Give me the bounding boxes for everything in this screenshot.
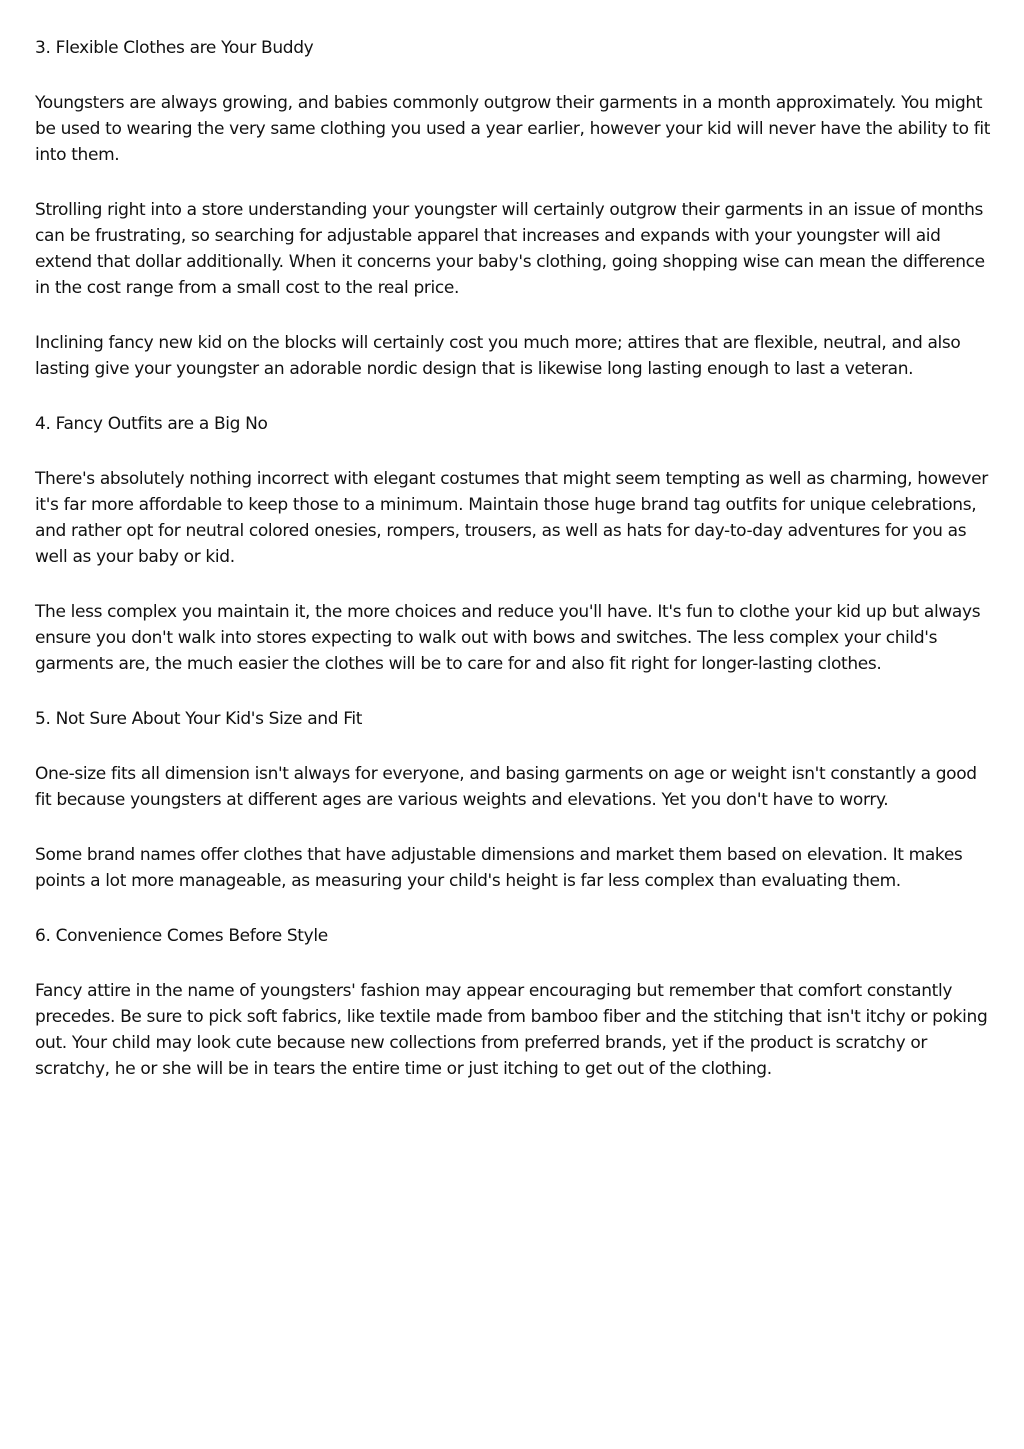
paragraph: One-size fits all dimension isn't always for everyone, and basing garments on age or weight isn't constantly a good fit because youngsters at different ages are various weights and elevations. Yet you don't have to worry. — [35, 764, 977, 810]
paragraph: Strolling right into a store understanding your youngster will certainly outgrow their garments in an issue of months can be frustrating, so searching for adjustable apparel that increases and expands with your youngster will aid extend that dollar additionally. When it concerns your baby's clothing, going shopping wise can mean the difference in the cost range from a small cost to the real price. — [35, 200, 985, 298]
section-heading-flexible-clothes: 3. Flexible Clothes are Your Buddy — [35, 38, 314, 58]
section-heading-size-and-fit: 5. Not Sure About Your Kid's Size and Fit — [35, 709, 363, 729]
paragraph: Inclining fancy new kid on the blocks will certainly cost you much more; attires that are flexible, neutral, and also lasting give your youngster an adorable nordic design that is likewise long lasting enough to last a veteran. — [35, 333, 961, 379]
paragraph: There's absolutely nothing incorrect with elegant costumes that might seem tempting as well as charming, however it's far more affordable to keep those to a minimum. Maintain those huge brand tag outfits for unique celebrations, and rather opt for neutral colored onesies, rompers, trousers, as well as hats for day-to-day adventures for you as well as your baby or kid. — [35, 469, 988, 567]
paragraph: The less complex you maintain it, the more choices and reduce you'll have. It's fun to clothe your kid up but always ensure you don't walk into stores expecting to walk out with bows and switches. The less complex your child's garments are, the much easier the clothes will be to care for and also fit right for longer-lasting clothes. — [35, 602, 981, 674]
section-heading-convenience: 6. Convenience Comes Before Style — [35, 926, 328, 946]
section-heading-fancy-outfits: 4. Fancy Outfits are a Big No — [35, 414, 268, 434]
paragraph: Some brand names offer clothes that have adjustable dimensions and market them based on elevation. It makes points a lot more manageable, as measuring your child's height is far less complex than evaluating them. — [35, 845, 963, 891]
paragraph: Youngsters are always growing, and babies commonly outgrow their garments in a month approximately. You might be used to wearing the very same clothing you used a year earlier, however your kid will never have the ability to fit into them. — [35, 93, 991, 165]
paragraph: Fancy attire in the name of youngsters' fashion may appear encouraging but remember that comfort constantly precedes. Be sure to pick soft fabrics, like textile made from bamboo fiber and the stitching that isn't itchy or poking out. Your child may look cute because new collections from preferred brands, yet if the product is scratchy or scratchy, he or she will be in tears the entire time or just itching to get out of the clothing. — [35, 981, 988, 1079]
document-page — [35, 35, 997, 1111]
